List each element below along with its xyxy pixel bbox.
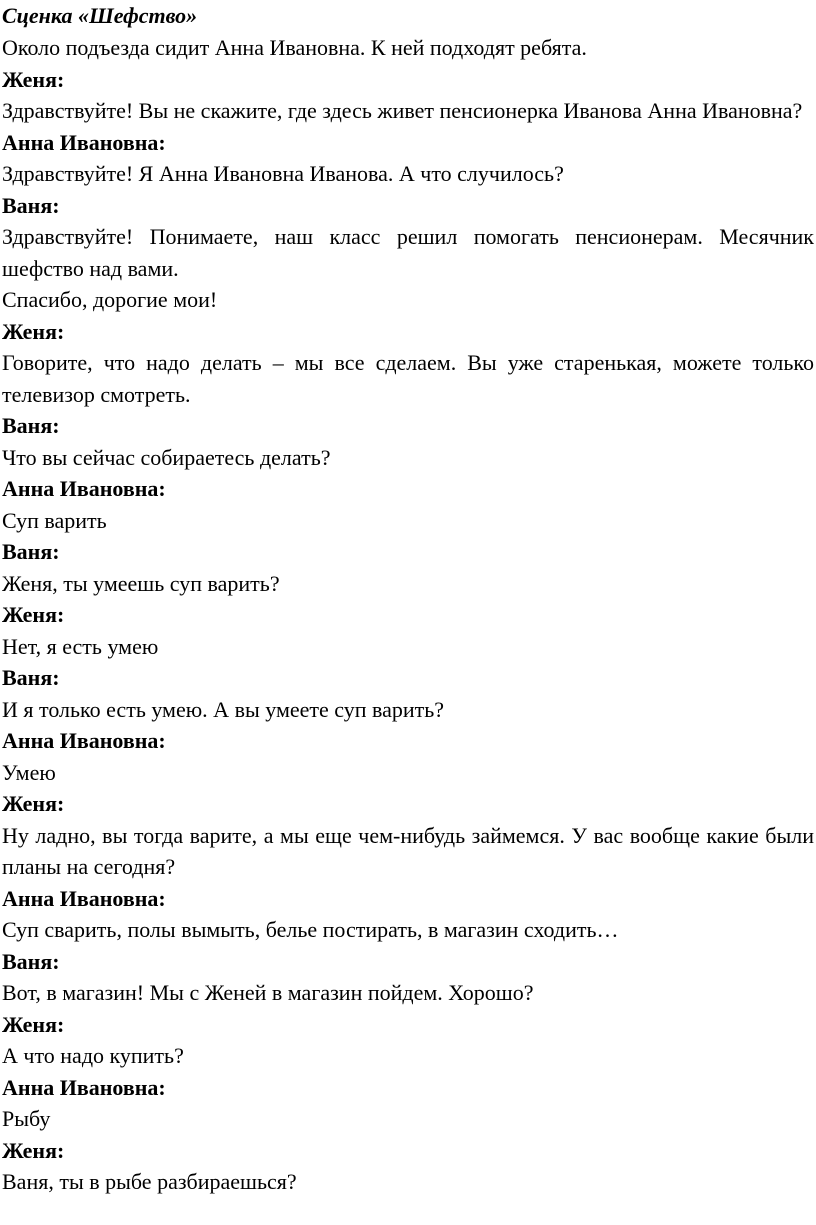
dialogue-block-5 [2,410,814,473]
speech-text: Здравствуйте! Я Анна Ивановна Иванова. А что случилось? [2,161,564,186]
speaker-name: Ваня: [2,192,60,218]
speaker-name: Анна Ивановна: [2,1074,166,1100]
speaker-name: Женя: [2,1011,65,1037]
dialogue-block-6 [2,473,814,536]
speech-text: Нет, я есть умею [2,633,159,659]
speech-text: Здравствуйте! Понимаете, наш класс решил помогать пенсионерам. Месячник шефство над вами. [2,224,814,281]
dialogue-block-9 [2,662,814,725]
dialogue-block-3 [2,190,814,316]
dialogue-block-4 [2,316,814,411]
speaker-name: Женя: [2,318,65,344]
speaker-name: Женя: [2,66,65,92]
dialogue-block-1 [2,64,814,127]
speech-text: Рыбу [2,1106,51,1131]
dialogue-block-13 [2,946,814,1009]
speech-text: Говорите, что надо делать – мы все сделаем. Вы уже старенькая, можете только телевизор смотреть. [2,350,814,407]
speaker-name: Женя: [2,791,65,816]
speech-text: Здравствуйте! Вы не скажите, где здесь живет пенсионерка Иванова Анна Ивановна? [2,98,803,123]
speech-text: Умею [2,759,56,785]
speaker-name: Женя: [2,602,65,627]
dialogue-block-8 [2,599,814,662]
dialogue-block-2 [2,127,814,190]
dialogue-block-14 [2,1009,814,1072]
dialogue-block-12 [2,883,814,946]
speech-text: Что вы сейчас собираетесь делать? [2,444,331,470]
speech-text: А что надо купить? [2,1043,184,1068]
dialogue-block-7 [2,536,814,599]
speech-text: Суп варить [2,507,107,533]
speech-text: И я только есть умею. А вы умеете суп варить? [2,696,445,722]
speaker-name: Анна Ивановна: [2,129,166,155]
speaker-name: Женя: [2,1137,65,1163]
speech-text: Вот, в магазин! Мы с Женей в магазин пойдем. Хорошо? [2,980,534,1005]
speaker-name: Анна Ивановна: [2,728,166,753]
speaker-name: Ваня: [2,948,60,974]
dialogue-block-11 [2,788,814,883]
document-title: Сценка «Шефство» [2,3,198,28]
intro-text: Около подъезда сидит Анна Ивановна. К ней подходят ребята. [2,35,587,60]
speaker-name: Ваня: [2,413,60,438]
speech-text: Женя, ты умеешь суп варить? [2,570,280,596]
speaker-name: Анна Ивановна: [2,885,166,911]
dialogue-block-15 [2,1072,814,1135]
speech-text: Ну ладно, вы тогда варите, а мы еще чем-нибудь займемся. У вас вообще какие были планы на сегодня? [2,822,814,879]
speaker-name: Ваня: [2,539,60,564]
speech-text: Суп сварить, полы вымыть, белье постирать, в магазин сходить… [2,917,619,942]
speech-text-extra: Спасибо, дорогие мои! [2,287,218,312]
speaker-name: Ваня: [2,665,60,690]
dialogue-block-10 [2,725,814,788]
dialogue-block-16 [2,1135,814,1198]
speaker-name: Анна Ивановна: [2,476,166,501]
speech-text: Ваня, ты в рыбе разбираешься? [2,1169,297,1194]
